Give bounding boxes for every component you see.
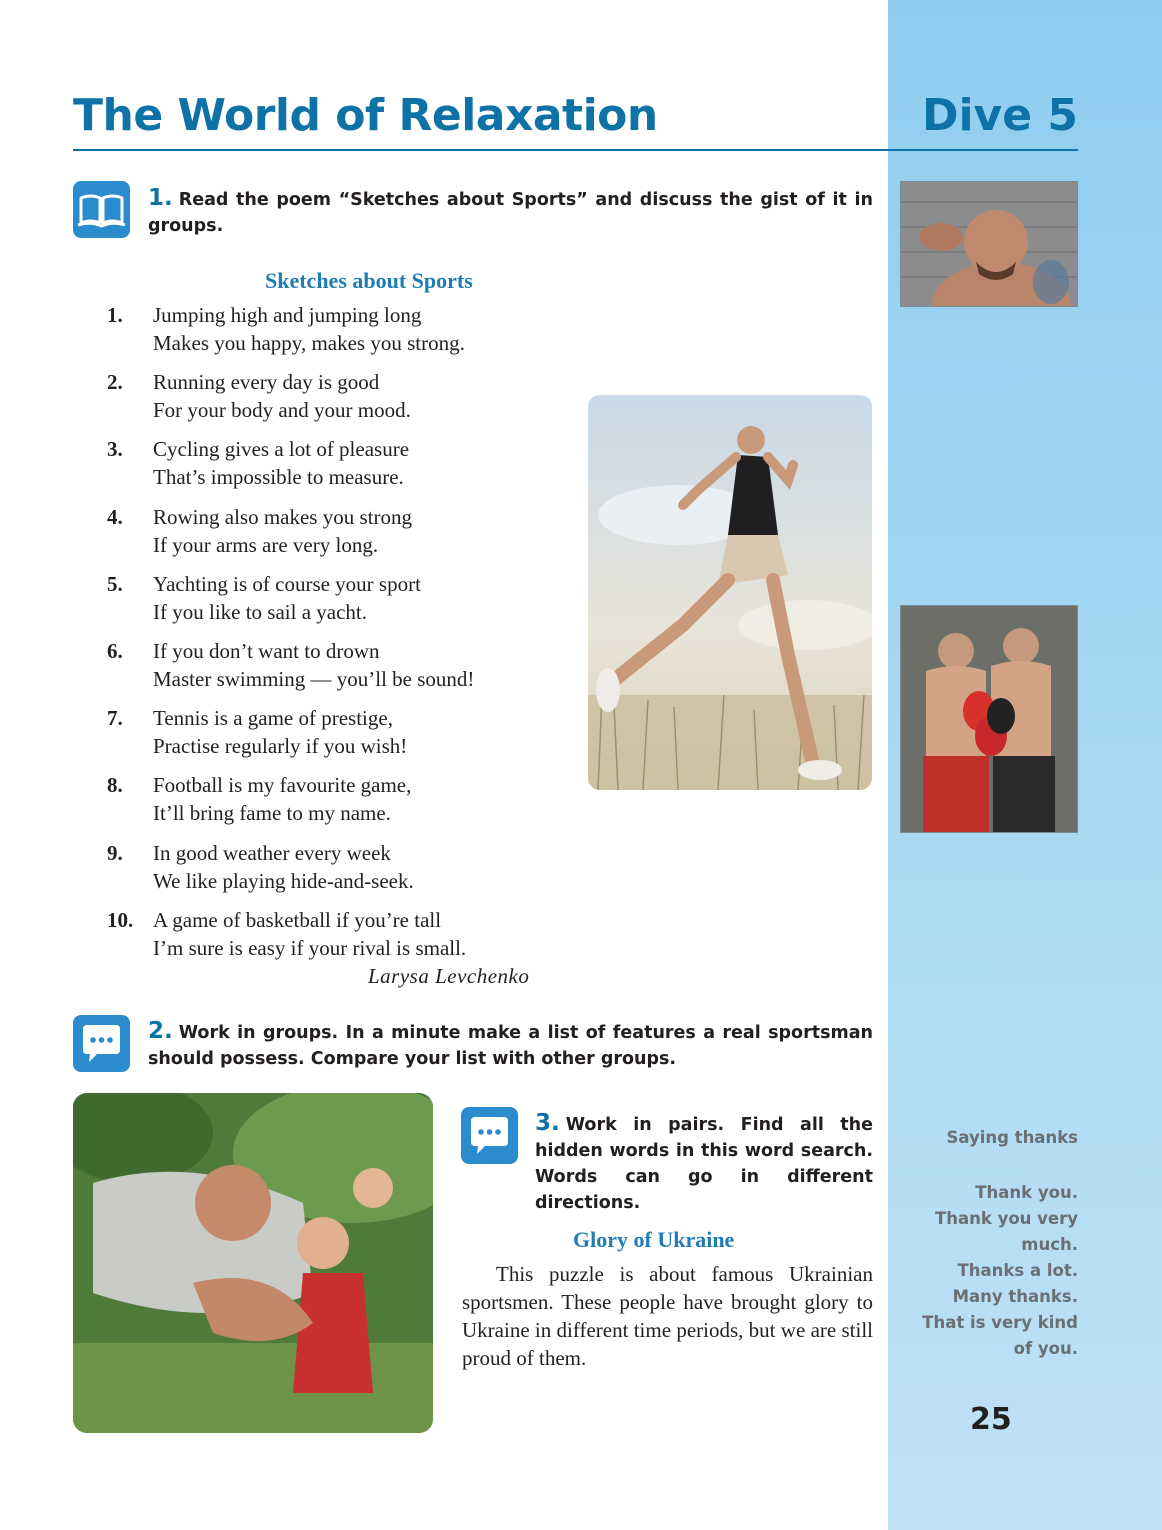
sidebar-phrase: Thank you very much. bbox=[934, 1209, 1078, 1254]
task-1-text: Read the poem “Sketches about Sports” and discuss the gist of it in groups. bbox=[148, 190, 873, 236]
poem-line: I’m sure is easy if your rival is small. bbox=[153, 935, 467, 960]
poem-stanza bbox=[107, 368, 587, 435]
poem-stanza bbox=[107, 435, 587, 502]
poem-line: If you like to sail a yacht. bbox=[153, 599, 368, 624]
page-title: The World of Relaxation bbox=[73, 90, 658, 141]
poem-stanza bbox=[107, 771, 587, 838]
open-book-icon bbox=[73, 181, 130, 238]
poem bbox=[107, 301, 587, 973]
stanza-number: 1. bbox=[107, 303, 123, 327]
poem-line: Makes you happy, makes you strong. bbox=[153, 331, 465, 355]
stanza-number: 6. bbox=[107, 638, 123, 663]
poem-stanza bbox=[107, 637, 587, 704]
poem-stanza bbox=[107, 570, 587, 637]
stanza-number: 3. bbox=[107, 437, 123, 462]
speech-bubble-icon bbox=[73, 1015, 130, 1072]
task-1-number: 1. bbox=[148, 185, 173, 211]
poem-line: Rowing also makes you strong bbox=[153, 504, 412, 529]
glory-paragraph: This puzzle is about famous Ukrainian sportsmen. These people have brought glory to Ukraine in different time periods, but we are still proud of them. bbox=[462, 1262, 873, 1370]
strongman-photo bbox=[900, 181, 1078, 307]
poem-stanza bbox=[107, 906, 587, 973]
poem-stanza bbox=[107, 839, 587, 906]
speech-bubble-icon bbox=[461, 1107, 518, 1164]
task-1-instruction bbox=[148, 185, 873, 239]
task-2-text: Work in groups. In a minute make a list of features a real sportsman should possess. Compare your list with other groups. bbox=[148, 1023, 873, 1069]
section-title: Glory of Ukraine bbox=[573, 1227, 735, 1252]
poem-line: If your arms are very long. bbox=[153, 532, 379, 557]
poem-line: For your body and your mood. bbox=[153, 398, 411, 423]
task-3-number: 3. bbox=[535, 1110, 560, 1136]
poem-line: Master swimming — you’ll be sound! bbox=[153, 666, 475, 691]
poem-line: In good weather every week bbox=[153, 840, 391, 865]
task-2-instruction bbox=[148, 1018, 873, 1072]
poem-line: That’s impossible to measure. bbox=[153, 465, 404, 490]
stanza-number: 7. bbox=[107, 706, 123, 731]
task-3-instruction bbox=[535, 1110, 873, 1216]
header-divider bbox=[73, 149, 1078, 151]
poem-line: We like playing hide-and-seek. bbox=[153, 868, 414, 893]
poem-stanza bbox=[107, 704, 587, 771]
sidebar-phrase-list bbox=[898, 1180, 1078, 1362]
unit-label: Dive 5 bbox=[921, 90, 1078, 141]
poem-line: Cycling gives a lot of pleasure bbox=[153, 437, 410, 462]
poem-stanza bbox=[107, 503, 587, 570]
poem-line: Practise regularly if you wish! bbox=[153, 734, 408, 759]
stanza-number: 2. bbox=[107, 370, 123, 395]
stanza-number: 5. bbox=[107, 571, 123, 596]
stanza-number: 4. bbox=[107, 504, 123, 529]
strongman-kids-photo bbox=[73, 1093, 433, 1433]
stanza-number: 9. bbox=[107, 840, 123, 865]
sidebar-heading: Saying thanks bbox=[946, 1128, 1078, 1147]
sidebar-phrase: Many thanks. bbox=[952, 1287, 1078, 1306]
runner-photo bbox=[588, 395, 872, 790]
poem-line: If you don’t want to drown bbox=[153, 638, 380, 663]
poem-line: Jumping high and jumping long bbox=[153, 303, 422, 327]
stanza-number: 8. bbox=[107, 773, 123, 798]
sidebar-phrase: Thank you. bbox=[975, 1183, 1078, 1202]
sidebar-phrase: That is very kind of you. bbox=[922, 1313, 1078, 1358]
task-2-number: 2. bbox=[148, 1018, 173, 1044]
boxers-photo bbox=[900, 605, 1078, 833]
poem-line: Yachting is of course your sport bbox=[153, 571, 421, 596]
sidebar-phrase: Thanks a lot. bbox=[957, 1261, 1078, 1280]
poem-line: It’ll bring fame to my name. bbox=[153, 801, 391, 826]
poem-title: Sketches about Sports bbox=[265, 268, 473, 293]
stanza-number: 10. bbox=[107, 907, 134, 932]
poem-line: Football is my favourite game, bbox=[153, 773, 412, 798]
page-number: 25 bbox=[970, 1402, 1012, 1437]
poem-stanza bbox=[107, 301, 587, 368]
poem-author: Larysa Levchenko bbox=[368, 964, 530, 988]
task-3-text: Work in pairs. Find all the hidden words in this word search. Words can go in different directions. bbox=[535, 1115, 873, 1213]
poem-line: A game of basketball if you’re tall bbox=[153, 907, 442, 932]
poem-line: Running every day is good bbox=[153, 370, 380, 395]
poem-line: Tennis is a game of prestige, bbox=[153, 706, 393, 731]
